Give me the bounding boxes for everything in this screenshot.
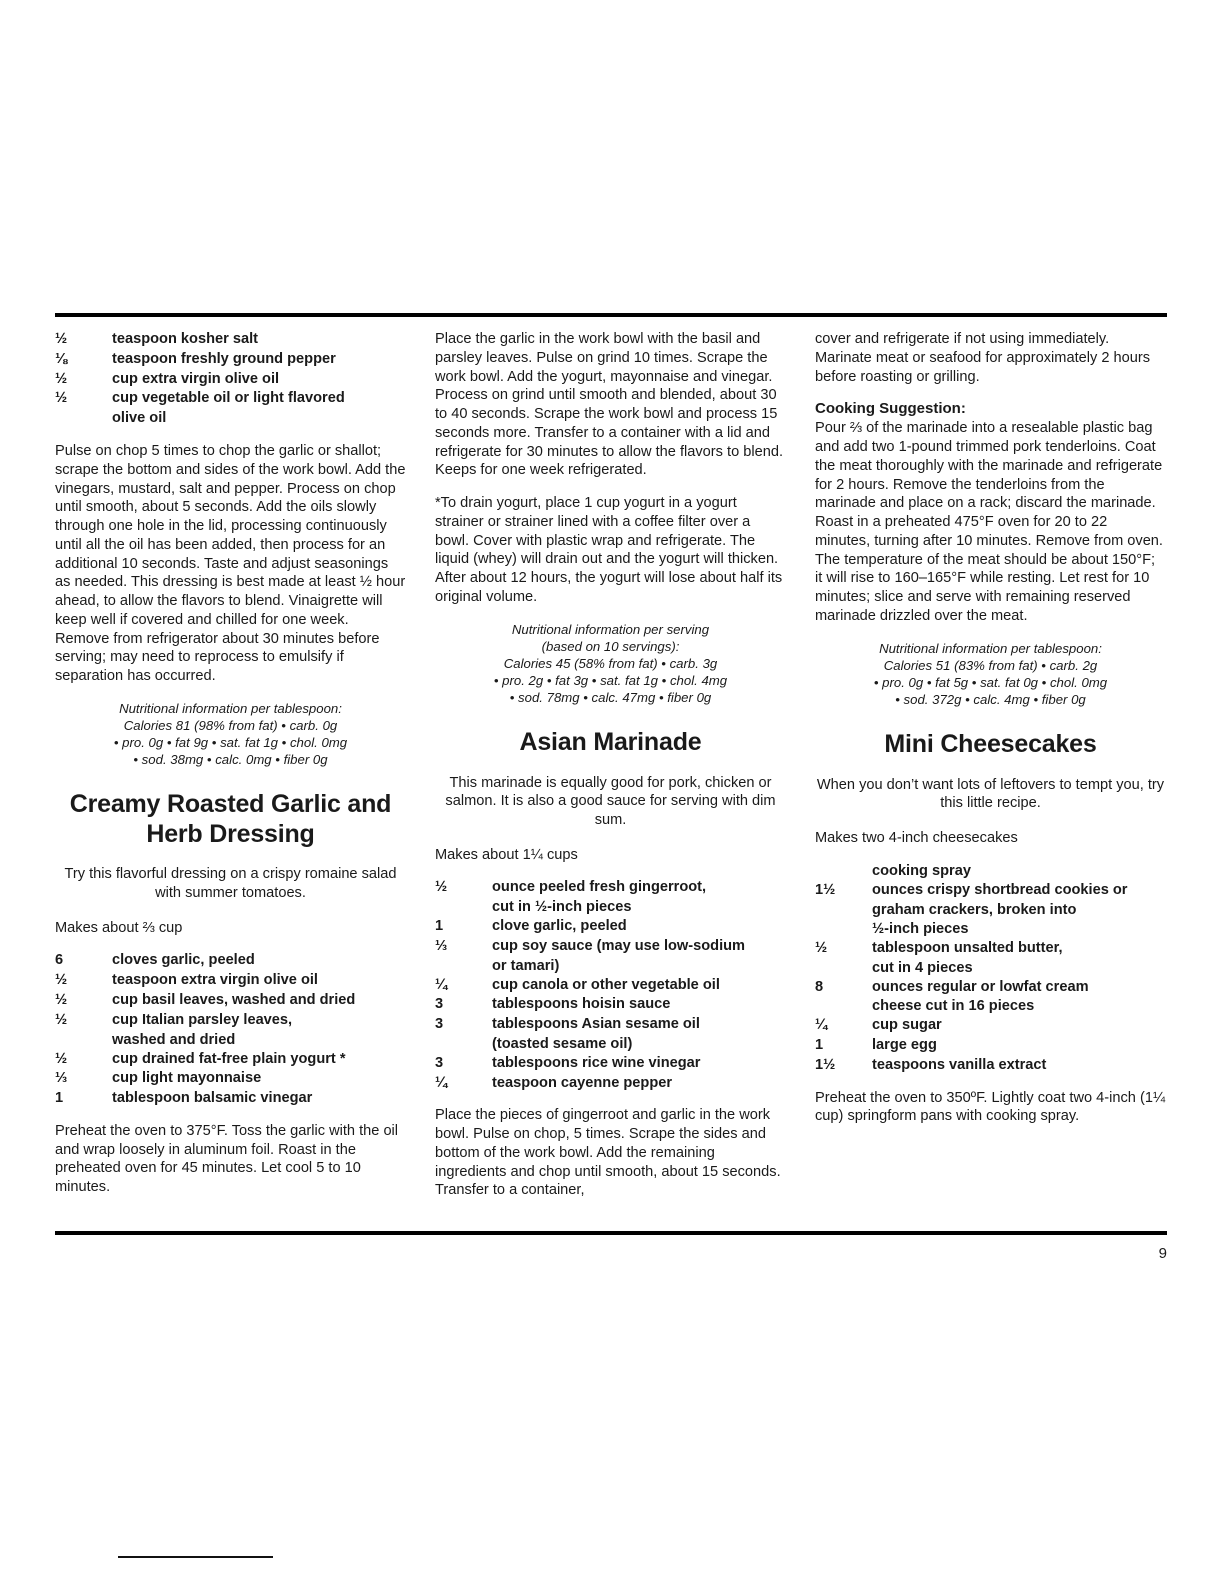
ingredient-text: ounces crispy shortbread cookies or <box>872 882 1128 899</box>
list-item <box>55 951 406 970</box>
column-one <box>55 330 406 1214</box>
list-item <box>815 939 1166 958</box>
recipe-intro: This marinade is equally good for pork, chicken or salmon. It is also a good sauce for serving with dim sum. <box>445 774 776 829</box>
list-item <box>55 1050 406 1069</box>
list-item <box>435 1074 786 1093</box>
method-paragraph: cover and refrigerate if not using immediately. Marinate meat or seafood for approximately 2 hours before roasting or grilling. <box>815 331 1151 385</box>
recipe-title-mini-cheesecakes: Mini Cheesecakes <box>884 730 1097 759</box>
ingredient-list <box>435 878 786 1092</box>
ingredient-text: teaspoon cayenne pepper <box>492 1074 673 1091</box>
ingredient-text: teaspoon kosher salt <box>112 331 258 347</box>
ingredient-text-continued: graham crackers, broken into <box>872 902 1077 919</box>
ingredient-text-continued: cut in 4 pieces <box>872 959 973 976</box>
ingredient-text-continued: (toasted sesame oil) <box>492 1035 633 1052</box>
cooking-suggestion-heading: Cooking Suggestion: <box>815 400 966 418</box>
ingredient-text: cup extra virgin olive oil <box>112 370 280 387</box>
ingredient-amount: 3 <box>435 996 444 1013</box>
nutrition-line: • sod. 38mg • calc. 0mg • fiber 0g <box>133 752 328 768</box>
ingredient-text: cup drained fat-free plain yogurt * <box>112 1050 346 1067</box>
ingredient-amount <box>815 862 872 881</box>
ingredient-amount: ½ <box>55 992 68 1009</box>
ingredient-text: cloves garlic, peeled <box>112 952 255 969</box>
list-item <box>55 370 406 389</box>
ingredient-amount: 8 <box>815 978 824 995</box>
nutrition-line: Nutritional information per tablespoon: <box>119 700 342 716</box>
list-item <box>435 917 786 936</box>
ingredient-amount: ½ <box>55 390 68 407</box>
footer-rule <box>55 1231 1167 1235</box>
nutrition-line: Calories 45 (58% from fat) • carb. 3g <box>503 655 718 671</box>
ingredient-text: large egg <box>872 1036 937 1053</box>
ingredient-text: tablespoon unsalted butter, <box>872 939 1063 956</box>
nutrition-line: • sod. 78mg • calc. 47mg • fiber 0g <box>509 690 712 706</box>
nutrition-line: • pro. 0g • fat 5g • sat. fat 0g • chol. 0mg <box>873 674 1108 690</box>
ingredient-amount: ¼ <box>435 1074 448 1091</box>
ingredient-amount: ¼ <box>435 976 448 993</box>
nutrition-line: (based on 10 servings): <box>541 638 680 654</box>
ingredient-text-continued: cheese cut in 16 pieces <box>872 998 1035 1015</box>
ingredient-amount: 1 <box>435 918 444 935</box>
registration-mark <box>118 1556 273 1558</box>
ingredient-text-continued: cut in ½-inch pieces <box>492 899 632 916</box>
cooking-suggestion-body: Pour ⅔ of the marinade into a resealable plastic bag and add two 1-pound trimmed pork tenderloins. Coat the meat thoroughly with the marinade and refrigerate for 2 hours. Remove the tenderloins from the marinade and place on a rack; discard the marinade. Roast in a preheated 475°F oven for 20 to 22 minutes, turning after 10 minutes. Remove from oven. The temperature of the meat should be about 150°F; it will rise to 160–165°F while resting. Let rest for 10 minutes; slice and serve with remaining reserved marinade drizzled over the meat. <box>815 420 1163 624</box>
ingredient-list-continued <box>55 330 406 428</box>
list-item <box>435 878 786 897</box>
ingredient-text-continued: olive oil <box>112 410 167 427</box>
column-three <box>815 330 1166 1214</box>
list-item <box>55 991 406 1010</box>
ingredient-text: teaspoons vanilla extract <box>872 1056 1047 1073</box>
method-paragraph: Place the garlic in the work bowl with the basil and parsley leaves. Pulse on grind 10 times. Scrape the work bowl. Add the yogurt, mayonnaise and vinegar. Process on grind until smooth and blended, about 30 to 40 seconds. Scrape the work bowl and process 15 seconds more. Transfer to a container with a lid and refrigerate for 30 minutes to allow the flavors to blend. Keeps for one week refrigerated. <box>435 331 783 479</box>
list-item <box>815 1016 1166 1035</box>
list-item <box>815 978 1166 997</box>
list-item <box>815 881 1166 900</box>
nutrition-line: • sod. 372g • calc. 4mg • fiber 0g <box>895 691 1086 707</box>
nutrition-line: • pro. 0g • fat 9g • sat. fat 1g • chol. 0mg <box>113 735 348 751</box>
list-item <box>435 1015 786 1034</box>
ingredient-amount: ½ <box>55 972 68 989</box>
ingredient-text: cup canola or other vegetable oil <box>492 976 720 993</box>
nutrition-line: Calories 51 (83% from fat) • carb. 2g <box>883 657 1098 673</box>
recipe-yield: Makes about ⅔ cup <box>55 919 183 936</box>
list-item <box>815 862 1166 881</box>
ingredient-amount: 6 <box>55 952 64 969</box>
header-rule <box>55 313 1167 317</box>
ingredient-amount: ⅓ <box>435 937 448 954</box>
list-item <box>55 350 406 369</box>
method-paragraph: Pulse on chop 5 times to chop the garlic or shallot; scrape the bottom and sides of the work bowl. Add the vinegars, mustard, salt and pepper. Process on chop until smooth, about 5 seconds. Add the oils slowly through one hole in the lid, processing continuously until all the oil has been added, then process for an additional 10 seconds. Taste and adjust seasonings as needed. This dressing is best made at least ½ hour ahead, to allow the flavors to blend. Vinaigrette will keep well if covered and chilled for one week. Remove from refrigerator about 30 minutes before serving; may need to reprocess to emulsify if separation has occurred. <box>55 443 406 685</box>
list-item <box>55 330 406 349</box>
ingredient-text: cup light mayonnaise <box>112 1070 262 1087</box>
ingredient-amount: ¼ <box>815 1017 828 1034</box>
ingredient-text: ounces regular or lowfat cream <box>872 978 1089 995</box>
ingredient-text: tablespoons hoisin sauce <box>492 996 671 1013</box>
three-column-layout <box>55 330 1167 1214</box>
list-item <box>55 1011 406 1030</box>
ingredient-list <box>815 862 1166 1075</box>
ingredient-amount: ½ <box>55 1050 68 1067</box>
ingredient-text: cup vegetable oil or light flavored <box>112 390 345 407</box>
ingredient-amount: 1½ <box>815 882 836 899</box>
ingredient-list <box>55 951 406 1108</box>
ingredient-text-continued: ½-inch pieces <box>872 921 969 938</box>
ingredient-text: cooking spray <box>872 862 971 879</box>
nutrition-line: Nutritional information per serving <box>511 621 710 637</box>
ingredient-amount: 3 <box>435 1054 444 1071</box>
list-item <box>55 1089 406 1108</box>
ingredient-amount: ⅛ <box>55 350 68 367</box>
ingredient-text-continued: or tamari) <box>492 957 560 974</box>
list-item <box>815 1056 1166 1075</box>
recipe-title-creamy-roasted-garlic: Creamy Roasted Garlic and Herb Dressing <box>69 790 392 848</box>
list-item <box>55 389 406 408</box>
ingredient-text: cup sugar <box>872 1017 942 1034</box>
nutrition-line: Calories 81 (98% from fat) • carb. 0g <box>123 717 338 733</box>
list-item <box>435 976 786 995</box>
method-paragraph: Preheat the oven to 350ºF. Lightly coat two 4-inch (1¼ cup) springform pans with cooking spray. <box>815 1089 1166 1125</box>
ingredient-amount: ½ <box>55 331 68 347</box>
ingredient-amount: 1 <box>55 1090 64 1107</box>
ingredient-text: clove garlic, peeled <box>492 918 627 935</box>
column-two <box>435 330 786 1214</box>
ingredient-text: ounce peeled fresh gingerroot, <box>492 879 707 896</box>
recipe-intro: When you don’t want lots of leftovers to tempt you, try this little recipe. <box>816 776 1165 812</box>
nutrition-block <box>815 640 1166 709</box>
list-item <box>55 1069 406 1088</box>
ingredient-amount: 3 <box>435 1016 444 1033</box>
nutrition-block <box>435 621 786 707</box>
nutrition-line: • pro. 2g • fat 3g • sat. fat 1g • chol. 4mg <box>493 672 728 688</box>
ingredient-text: cup soy sauce (may use low-sodium <box>492 937 746 954</box>
method-paragraph: Preheat the oven to 375°F. Toss the garlic with the oil and wrap loosely in aluminum foil. Roast in the preheated oven for 45 minutes. Let cool 5 to 10 minutes. <box>55 1122 399 1196</box>
list-item <box>55 971 406 990</box>
list-item <box>815 1036 1166 1055</box>
recipe-yield: Makes about 1¼ cups <box>435 846 578 863</box>
recipe-yield: Makes two 4-inch cheesecakes <box>815 829 1018 846</box>
ingredient-amount: 1½ <box>815 1056 836 1073</box>
ingredient-amount: ½ <box>435 879 448 896</box>
ingredient-amount: 1 <box>815 1036 824 1053</box>
recipe-title-asian-marinade: Asian Marinade <box>519 728 702 757</box>
ingredient-text: tablespoons Asian sesame oil <box>492 1016 700 1033</box>
list-item <box>435 1054 786 1073</box>
ingredient-text: cup Italian parsley leaves, <box>112 1011 293 1028</box>
ingredient-amount: ⅓ <box>55 1070 68 1087</box>
recipe-intro: Try this flavorful dressing on a crispy romaine salad with summer tomatoes. <box>64 866 397 902</box>
footnote-paragraph: *To drain yogurt, place 1 cup yogurt in a yogurt strainer or strainer lined with a coffee filter over a bowl. Cover with plastic wrap and refrigerate. The liquid (whey) will drain out and the yogurt will thicken. After about 12 hours, the yogurt will lose about half its original volume. <box>435 495 783 605</box>
list-item <box>435 937 786 956</box>
ingredient-text: teaspoon extra virgin olive oil <box>112 972 318 989</box>
ingredient-amount: ½ <box>815 939 828 956</box>
nutrition-block <box>55 700 406 769</box>
ingredient-amount: ½ <box>55 1011 68 1028</box>
page-number: 9 <box>1158 1245 1167 1262</box>
ingredient-amount: ½ <box>55 370 68 387</box>
ingredient-text: cup basil leaves, washed and dried <box>112 992 356 1009</box>
ingredient-text: tablespoon balsamic vinegar <box>112 1090 313 1107</box>
list-item <box>435 995 786 1014</box>
ingredient-text: teaspoon freshly ground pepper <box>112 350 336 367</box>
nutrition-line: Nutritional information per tablespoon: <box>879 640 1102 656</box>
ingredient-text: tablespoons rice wine vinegar <box>492 1054 701 1071</box>
ingredient-text-continued: washed and dried <box>112 1031 236 1048</box>
method-paragraph: Place the pieces of gingerroot and garlic in the work bowl. Pulse on chop, 5 times. Scrape the sides and bottom of the work bowl. Add the remaining ingredients and chop until smooth, about 15 seconds. Transfer to a container, <box>435 1107 781 1199</box>
